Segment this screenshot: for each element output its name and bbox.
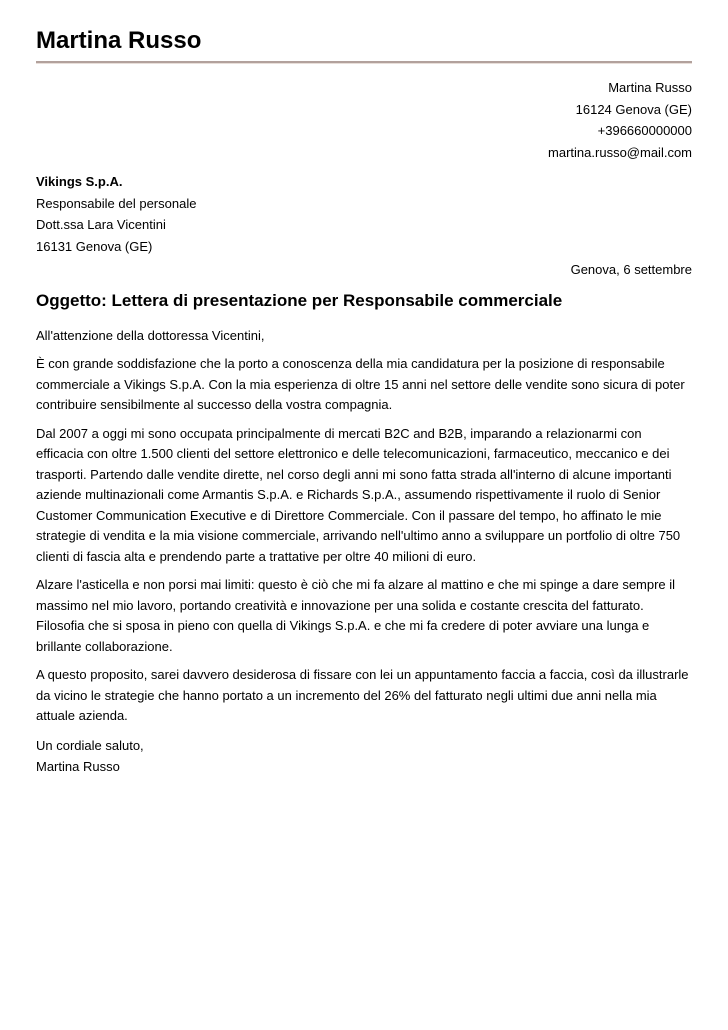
sender-phone: +396660000000 <box>597 123 692 138</box>
closing-salute: Un cordiale saluto, <box>36 737 144 753</box>
sender-name: Martina Russo <box>608 80 692 95</box>
salutation: All'attenzione della dottoressa Vicentini, <box>36 327 265 343</box>
recipient-company: Vikings S.p.A. <box>36 174 123 189</box>
sender-city: 16124 Genova (GE) <box>575 101 692 117</box>
body-paragraph-3: Alzare l'asticella e non porsi mai limiti: questo è ciò che mi fa alzare al mattino e che mi spinge a dare sempre il massimo nel mio lavoro, portando creatività e innovazione per una solida e costante crescita del fatturato. Filosofia che si sposa in pieno con quella di Vikings S.p.A. e che mi fa credere di poter avviare una lunga e brillante collaborazione. <box>36 577 676 654</box>
recipient-contact-person: Dott.ssa Lara Vicentini <box>36 217 166 232</box>
body-paragraph-4: A questo proposito, sarei davvero desiderosa di fissare con lei un appuntamento faccia a faccia, così da illustrarle da vicino le strategie che hanno portato a un incremento del 26% del fatturato negli ultimi due anni nella mia attuale azienda. <box>36 667 689 723</box>
recipient-city: 16131 Genova (GE) <box>36 238 153 254</box>
subject-line: Oggetto: Lettera di presentazione per Responsabile commerciale <box>36 290 563 310</box>
sender-contact-block <box>36 77 692 163</box>
letter-header <box>36 28 692 63</box>
sender-email: martina.russo@mail.com <box>548 144 692 160</box>
signature-name: Martina Russo <box>36 759 120 774</box>
letter-body <box>36 326 692 778</box>
recipient-department: Responsabile del personale <box>36 195 197 211</box>
page-title: Martina Russo <box>36 27 202 54</box>
recipient-block <box>36 171 692 257</box>
body-paragraph-1: È con grande soddisfazione che la porto a conoscenza della mia candidatura per la posizione di responsabile commerciale a Vikings S.p.A. Con la mia esperienza di oltre 15 anni nel settore delle vendite sono sicura di poter contribuire sensibilmente al successo della vostra compagnia. <box>36 356 685 412</box>
body-paragraph-2: Dal 2007 a oggi mi sono occupata principalmente di mercati B2C and B2B, imparando a relazionarmi con efficacia con oltre 1.500 clienti del settore elettronico e delle telecomunicazioni, farmaceutico, meccanico e dei trasporti. Partendo dalle vendite dirette, nel corso degli anni mi sono fatta strada all'interno di alcune importanti aziende multinazionali come Armantis S.p.A. e Richards S.p.A., assumendo rispettivamente il ruolo di Senior Customer Communication Executive e di Direttore Commerciale. Con il passare del tempo, ho affinato le mie strategie di vendita e la mia visione commerciale, arrivando nell'ultimo anno a sviluppare un portfolio di oltre 750 clienti di fascia alta e prendendo parte a trattative per oltre 40 milioni di euro. <box>36 425 681 564</box>
header-divider <box>36 61 692 63</box>
date-line: Genova, 6 settembre <box>570 262 692 277</box>
closing-block <box>36 735 692 778</box>
